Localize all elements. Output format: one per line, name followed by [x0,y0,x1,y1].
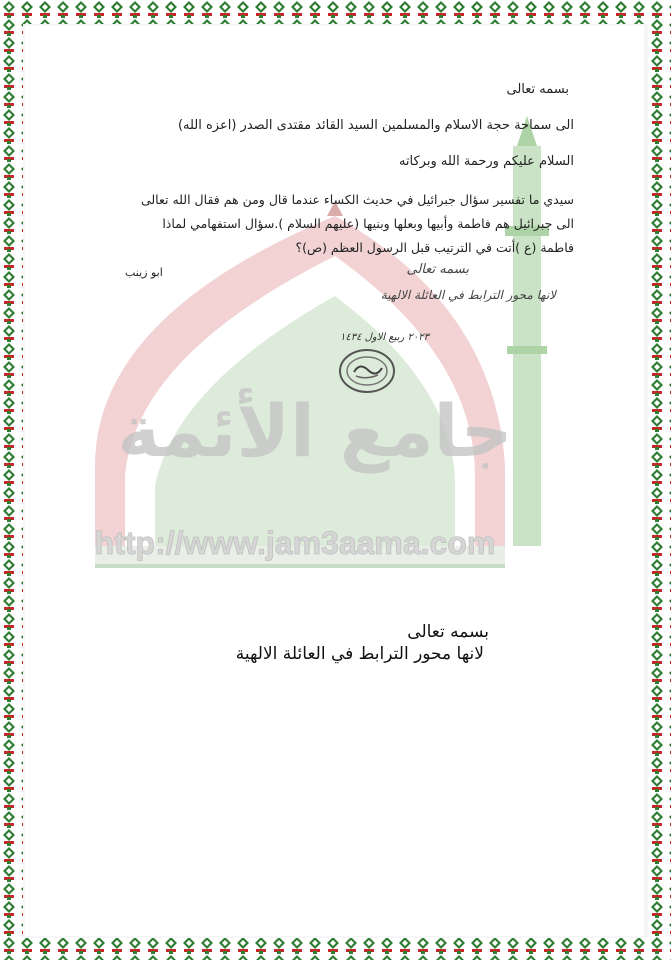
question-line: فاطمة (ع )أتت في الترتيب قبل الرسول العظم (ص)؟ [295,240,574,255]
reply-salutation: بسمه تعالى [407,622,489,642]
watermark-logo-text: جامع الأئمة [117,389,513,473]
reply-answer: لانها محور الترابط في العائلة الالهية [235,644,484,664]
letter-addressee: الى سماحة حجة الاسلام والمسلمين السيد القائد مقتدى الصدر (اعزه الله) [177,118,574,133]
handwritten-date: ٢٠٢٣ ربيع الاول ١٤٣٤ [339,332,429,343]
letter-greeting: السلام عليكم ورحمة الله وبركاته [398,154,574,169]
handwritten-reply: لانها محور الترابط في العائلة الالهية [380,288,556,302]
letter-question [54,188,574,260]
watermark-url: http://www.jam3aama.com [94,525,496,561]
seal-stamp [338,348,396,394]
sender-name: ابو زينب [125,266,163,279]
question-line: سيدي ما تفسير سؤال جبرائيل في حديث الكساء عندما قال ومن هم فقال الله تعالى [140,192,574,207]
question-line: الى جبرائيل هم فاطمة وأبيها وبعلها وبنيها (عليهم السلام ).سؤال استفهامي لماذا [162,216,574,231]
watermark-logo [65,106,625,586]
letter-salutation: بسمه تعالى [506,82,569,97]
letter-page [25,26,644,936]
handwritten-salutation: بسمه تعالى [406,262,469,277]
